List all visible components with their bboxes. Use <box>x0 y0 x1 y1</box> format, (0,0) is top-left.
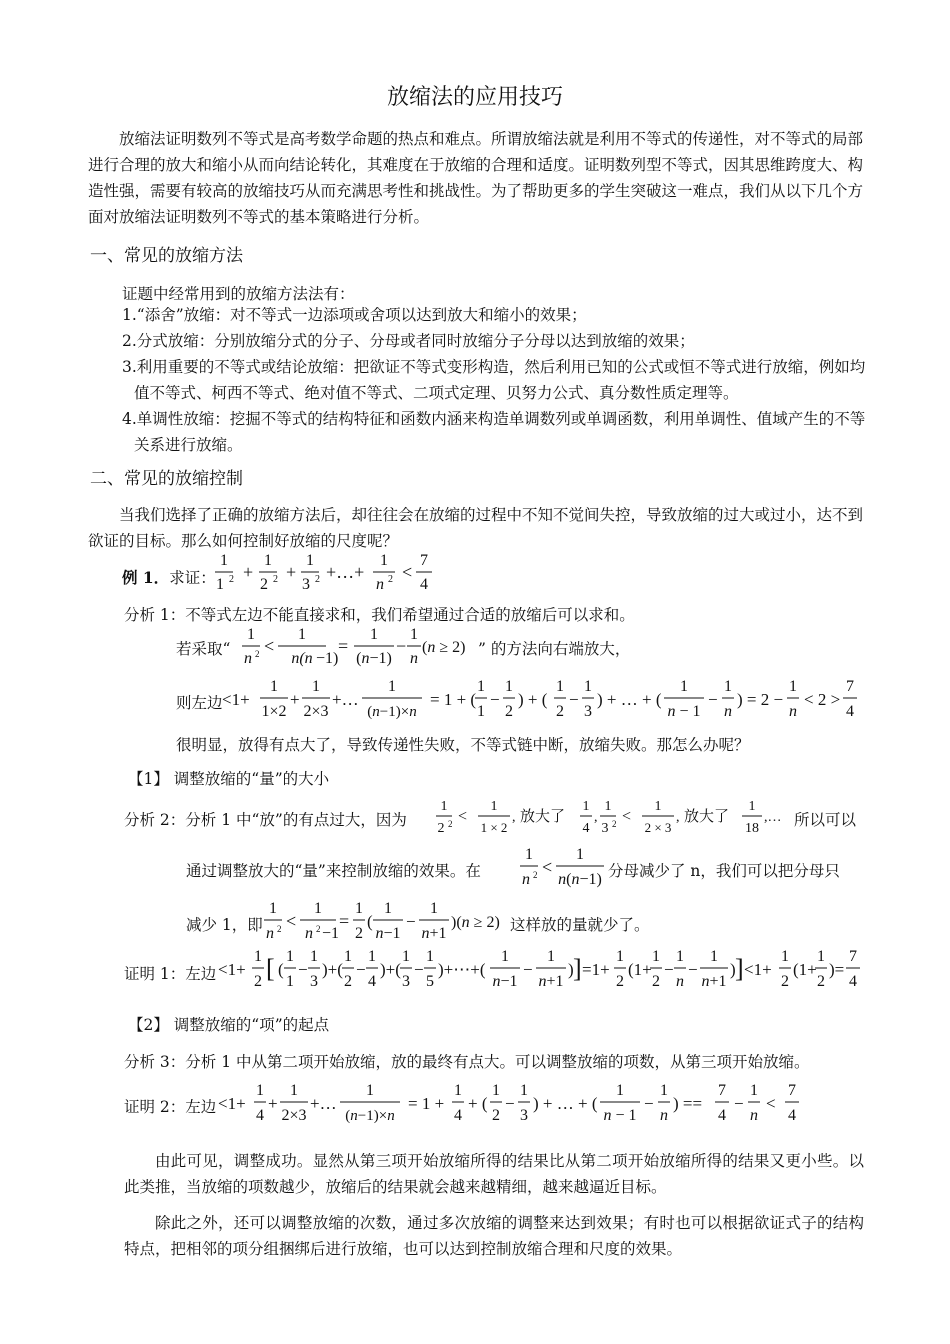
svg-text:) + (: ) + ( <box>518 690 548 709</box>
conclusion-2: 除此之外，还可以调整放缩的次数，通过多次放缩的调整来达到效果；有时也可以根据欲证式子的结构特点，把相邻的项分组捆绑后进行放缩，也可以达到控制放缩合理和尺度的效果。 <box>124 1214 864 1258</box>
svg-text:1: 1 <box>660 1082 668 1099</box>
svg-text:n: n <box>410 650 418 667</box>
svg-text:n: n <box>305 925 313 942</box>
svg-text:n: n <box>724 703 732 720</box>
svg-text:+: + <box>243 562 254 582</box>
svg-text:2: 2 <box>437 821 445 836</box>
svg-text:1: 1 <box>654 799 662 814</box>
svg-text:) + … + (: ) + … + ( <box>533 1094 598 1113</box>
svg-text:−: − <box>734 1094 744 1113</box>
svg-text:1: 1 <box>710 948 718 965</box>
example-number: 例 1． <box>122 568 170 587</box>
svg-text:3: 3 <box>302 576 310 593</box>
example-prompt: 求证： <box>169 569 216 587</box>
svg-text:<: < <box>542 857 553 877</box>
intro-paragraph: 放缩法证明数列不等式是高考数学命题的热点和难点。所谓放缩法就是利用不等式的传递性，对不等式的局部进行合理的放大和缩小从而向结论转化，其难度在于放缩的合理和适度。证明数列型不等式，因其思维跨度大、构造性强，需要有较高的放缩技巧从而充满思考性和挑战性。为了帮助更多的学生突破这一难点，我们从以下几个方面对放缩法证明数列不等式的基本策略进行分析。 <box>88 130 864 226</box>
svg-text:1: 1 <box>525 846 533 863</box>
svg-text:−1): −1) <box>316 650 339 667</box>
svg-text:]: ] <box>573 954 582 983</box>
svg-text:<: < <box>458 808 468 825</box>
svg-text:<: < <box>286 911 297 931</box>
svg-text:1: 1 <box>477 678 485 695</box>
svg-text:2×3: 2×3 <box>281 1107 307 1124</box>
svg-text:=: = <box>338 636 349 656</box>
svg-text:1: 1 <box>501 948 509 965</box>
svg-text:2: 2 <box>254 973 262 990</box>
svg-text:−: − <box>523 960 533 979</box>
svg-text:1: 1 <box>616 1082 624 1099</box>
svg-text:1: 1 <box>505 678 513 695</box>
svg-text:2: 2 <box>448 819 453 829</box>
svg-text:1: 1 <box>402 948 410 965</box>
control-lead: 当我们选择了正确的放缩方法后，却往往会在放缩的过程中不知不觉间失控，导致放缩的过大或过小，达不到欲证的目标。那么如何控制好放缩的尺度呢？ <box>88 506 864 550</box>
svg-text:2: 2 <box>316 924 321 934</box>
svg-text:1: 1 <box>254 948 262 965</box>
svg-text:1: 1 <box>306 552 314 569</box>
svg-text:1: 1 <box>388 678 396 695</box>
svg-text:+: + <box>286 562 297 582</box>
svg-text:−: − <box>664 960 674 979</box>
svg-text:1: 1 <box>576 846 584 863</box>
svg-text:=1+: =1+ <box>582 960 610 979</box>
svg-text:−: − <box>406 912 416 931</box>
svg-text:n: n <box>266 925 274 942</box>
svg-text:1: 1 <box>440 799 448 814</box>
svg-text:1: 1 <box>584 678 592 695</box>
svg-text:)+⋯+(: )+⋯+( <box>438 960 486 979</box>
section-heading-methods: 一、常见的放缩方法 <box>90 246 243 266</box>
svg-text:4: 4 <box>582 821 590 836</box>
enlarged-label-2: 放大了 <box>684 809 730 825</box>
svg-text:= 1 + (: = 1 + ( <box>430 690 477 709</box>
svg-text:2×3: 2×3 <box>303 703 329 720</box>
svg-text:1: 1 <box>247 626 255 643</box>
svg-text:n: n <box>676 973 684 990</box>
analysis-2-formula <box>432 796 792 842</box>
analysis-1: 分析 1：不等式左边不能直接求和，我们希望通过合适的放缩后可以求和。 <box>124 606 635 624</box>
svg-text:1: 1 <box>781 948 789 965</box>
svg-text:2: 2 <box>612 819 617 829</box>
svg-text:2 × 3: 2 × 3 <box>644 820 672 835</box>
svg-text:n: n <box>660 1107 668 1124</box>
svg-text:7: 7 <box>788 1082 796 1099</box>
svg-text:3: 3 <box>402 973 410 990</box>
svg-text:1: 1 <box>490 799 498 814</box>
svg-text:4: 4 <box>846 703 854 720</box>
svg-text:2: 2 <box>652 973 660 990</box>
chain-formula-1 <box>222 674 862 724</box>
left-prefix: 则左边 <box>176 694 223 712</box>
svg-text:1: 1 <box>270 678 278 695</box>
analysis-2-denominator: 分母减少了 n，我们可以把分母只 <box>608 862 840 880</box>
section-heading-control: 二、常见的放缩控制 <box>90 469 243 489</box>
proof-1-formula <box>218 944 858 996</box>
svg-text:1: 1 <box>582 799 590 814</box>
analysis-3: 分析 3：分析 1 中从第二项开始放缩，放的最终有点大。可以调整放缩的项数，从第三项开始放缩。 <box>124 1053 810 1071</box>
svg-text:2: 2 <box>388 574 393 585</box>
enlarged-label-1: 放大了 <box>520 809 566 825</box>
svg-text:(: ( <box>367 912 373 931</box>
svg-text:−: − <box>356 960 366 979</box>
svg-text:1: 1 <box>312 678 320 695</box>
svg-text:4: 4 <box>849 973 857 990</box>
svg-text:(n ≥ 2): (n ≥ 2) <box>422 639 466 656</box>
svg-text:1: 1 <box>547 948 555 965</box>
svg-text:4: 4 <box>420 576 428 593</box>
svg-text:1: 1 <box>724 678 732 695</box>
svg-text:+ (: + ( <box>468 1094 488 1113</box>
svg-text:1: 1 <box>492 1082 500 1099</box>
svg-text:): ) <box>568 960 574 979</box>
svg-text:[: [ <box>266 954 275 983</box>
svg-text:< 2 >: < 2 > <box>804 690 841 709</box>
svg-text:−: − <box>644 1094 654 1113</box>
svg-text:n − 1: n − 1 <box>667 703 701 720</box>
svg-text:n: n <box>750 1107 758 1124</box>
svg-text:1: 1 <box>454 1082 462 1099</box>
svg-text:1: 1 <box>370 626 378 643</box>
svg-text:−: − <box>396 636 407 656</box>
svg-text:−: − <box>688 960 698 979</box>
analysis-2-reduce: 减少 1，即 <box>186 916 263 934</box>
svg-text:<: < <box>766 1094 776 1113</box>
svg-text:<: < <box>622 808 632 825</box>
svg-text:+…: +… <box>332 690 359 709</box>
svg-text:18: 18 <box>745 821 759 836</box>
svg-text:1: 1 <box>310 948 318 965</box>
svg-text:(: ( <box>278 960 284 979</box>
svg-text:1: 1 <box>314 900 322 917</box>
svg-text:−: − <box>490 690 500 709</box>
svg-text:)=: )= <box>829 960 845 979</box>
svg-text:1: 1 <box>298 626 306 643</box>
svg-text:) = 2 −: ) = 2 − <box>737 690 784 709</box>
svg-text:n+1: n+1 <box>701 973 727 990</box>
svg-text:,: , <box>676 810 680 825</box>
methods-lead: 证题中经常用到的放缩方法法有： <box>122 285 355 303</box>
svg-text:3: 3 <box>310 973 318 990</box>
subheading-amount: 【1】 调整放缩的“量”的大小 <box>128 770 330 788</box>
svg-text:n(n−1): n(n−1) <box>558 871 602 888</box>
svg-text:1: 1 <box>366 1082 374 1099</box>
svg-text:n(n: n(n <box>291 650 313 667</box>
proof-2-formula <box>218 1078 838 1128</box>
method-item-1: 1.“添舍”放缩：对不等式一边添项或舍项以达到放大和缩小的效果； <box>122 306 587 324</box>
svg-text:1: 1 <box>344 948 352 965</box>
svg-text:7: 7 <box>849 948 857 965</box>
method-item-4: 4.单调性放缩：挖掘不等式的结构特征和函数内涵来构造单调数列或单调函数，利用单调性、值域产生的不等关系进行放缩。 <box>122 410 866 454</box>
svg-text:1 × 2: 1 × 2 <box>480 820 508 835</box>
example-label <box>122 566 216 588</box>
svg-text:4: 4 <box>368 973 376 990</box>
svg-text:1: 1 <box>426 948 434 965</box>
svg-text:−: − <box>298 960 308 979</box>
svg-text:1: 1 <box>216 576 224 593</box>
svg-text:2: 2 <box>492 1107 500 1124</box>
svg-text:2: 2 <box>277 924 282 934</box>
svg-text:2: 2 <box>344 973 352 990</box>
svg-text:): ) <box>730 960 736 979</box>
analysis-2-compare <box>518 842 610 890</box>
method-item-3: 3.利用重要的不等式或结论放缩：把欲证不等式变形构造，然后利用已知的公式或恒不等式进行放缩，例如均值不等式、柯西不等式、绝对值不等式、二项式定理、贝努力公式、真分数性质定理等。 <box>122 358 866 402</box>
svg-text:= 1 +: = 1 + <box>408 1094 445 1113</box>
svg-text:1: 1 <box>368 948 376 965</box>
method-item-2: 2.分式放缩：分别放缩分式的分子、分母或者同时放缩分子分母以达到放缩的效果； <box>122 332 695 350</box>
svg-text:4: 4 <box>256 1107 264 1124</box>
svg-text:−: − <box>708 690 718 709</box>
svg-text:1: 1 <box>556 678 564 695</box>
svg-text:−1: −1 <box>322 925 340 942</box>
svg-text:5: 5 <box>426 973 434 990</box>
svg-text:n: n <box>376 576 384 593</box>
take-formula <box>240 622 480 668</box>
svg-text:1: 1 <box>750 1082 758 1099</box>
svg-text:=: = <box>339 911 350 931</box>
svg-text:−: − <box>414 960 424 979</box>
svg-text:<1+: <1+ <box>222 690 250 709</box>
svg-text:)(n ≥ 2): )(n ≥ 2) <box>451 914 500 931</box>
svg-text:4: 4 <box>454 1107 462 1124</box>
svg-text:1: 1 <box>616 948 624 965</box>
subheading-start: 【2】 调整放缩的“项”的起点 <box>128 1016 330 1034</box>
analysis-2-tail: 所以可以 <box>794 811 857 829</box>
svg-text:1: 1 <box>220 552 228 569</box>
svg-text:1: 1 <box>380 552 388 569</box>
svg-text:1: 1 <box>290 1082 298 1099</box>
svg-text:,…: ,… <box>764 810 782 825</box>
svg-text:n−1: n−1 <box>492 973 518 990</box>
example-formula <box>210 548 450 596</box>
svg-text:2: 2 <box>781 973 789 990</box>
svg-text:<1+: <1+ <box>744 960 772 979</box>
proof-1-label: 证明 1：左边 <box>124 965 217 983</box>
svg-text:(1+: (1+ <box>793 960 817 979</box>
svg-text:)+(: )+( <box>322 960 343 979</box>
svg-text:+: + <box>290 690 300 709</box>
take-prefix: 若采取“ <box>176 640 231 658</box>
svg-text:1: 1 <box>520 1082 528 1099</box>
svg-text:(n−1): (n−1) <box>356 650 392 667</box>
svg-text:2: 2 <box>505 703 513 720</box>
svg-text:3: 3 <box>520 1107 528 1124</box>
failure-note: 很明显，放得有点大了，导致传递性失败，不等式链中断，放缩失败。那怎么办呢？ <box>176 736 750 754</box>
svg-text:)+(: )+( <box>380 960 401 979</box>
analysis-2-reduce-formula <box>262 896 512 944</box>
svg-text:1: 1 <box>286 973 294 990</box>
svg-text:2: 2 <box>260 576 268 593</box>
page-title: 放缩法的应用技巧 <box>386 85 563 110</box>
svg-text:1: 1 <box>286 948 294 965</box>
svg-text:<: < <box>402 562 413 582</box>
svg-text:7: 7 <box>420 552 428 569</box>
svg-text:2: 2 <box>817 973 825 990</box>
svg-text:,: , <box>594 810 598 825</box>
svg-text:1: 1 <box>676 948 684 965</box>
svg-text:1: 1 <box>817 948 825 965</box>
svg-text:) + … + (: ) + … + ( <box>597 690 662 709</box>
svg-text:3: 3 <box>601 821 609 836</box>
svg-text:2: 2 <box>355 925 363 942</box>
svg-text:3: 3 <box>584 703 592 720</box>
svg-text:4: 4 <box>788 1107 796 1124</box>
svg-text:) ==: ) == <box>673 1094 703 1113</box>
conclusion-1: 由此可见，调整成功。显然从第三项开始放缩所得的结果比从第二项开始放缩所得的结果又更小些。以此类推，当放缩的项数越少，放缩后的结果就会越来越精细，越来越逼近目标。 <box>124 1152 864 1196</box>
svg-text:1: 1 <box>477 703 485 720</box>
svg-text:2: 2 <box>229 574 234 585</box>
svg-text:n+1: n+1 <box>538 973 564 990</box>
svg-text:1: 1 <box>748 799 756 814</box>
svg-text:4: 4 <box>718 1107 726 1124</box>
svg-text:1: 1 <box>269 900 277 917</box>
svg-text:2: 2 <box>273 574 278 585</box>
svg-text:1: 1 <box>789 678 797 695</box>
svg-text:]: ] <box>735 954 744 983</box>
svg-text:2: 2 <box>556 703 564 720</box>
svg-text:1: 1 <box>604 799 612 814</box>
svg-text:n−1: n−1 <box>375 925 401 942</box>
svg-text:1: 1 <box>384 900 392 917</box>
svg-text:2: 2 <box>315 574 320 585</box>
svg-text:(n−1)×n: (n−1)×n <box>367 704 417 720</box>
proof-2-label: 证明 2：左边 <box>124 1098 217 1116</box>
svg-text:,: , <box>512 810 516 825</box>
svg-text:+: + <box>268 1094 278 1113</box>
svg-text:−: − <box>505 1094 515 1113</box>
svg-text:1×2: 1×2 <box>261 703 287 720</box>
analysis-2-start: 分析 2：分析 1 中“放”的有点过大，因为 <box>124 811 407 829</box>
svg-text:1: 1 <box>410 626 418 643</box>
svg-text:2: 2 <box>533 870 538 880</box>
svg-text:2: 2 <box>616 973 624 990</box>
svg-text:<1+: <1+ <box>218 1094 246 1113</box>
svg-text:(n−1)×n: (n−1)×n <box>345 1108 395 1124</box>
svg-text:1: 1 <box>680 678 688 695</box>
svg-text:n: n <box>244 650 252 667</box>
svg-text:7: 7 <box>718 1082 726 1099</box>
svg-text:−: − <box>569 690 579 709</box>
analysis-2-less: 这样放的量就少了。 <box>510 916 650 934</box>
svg-text:n − 1: n − 1 <box>603 1107 637 1124</box>
svg-text:n: n <box>522 871 530 888</box>
svg-text:1: 1 <box>652 948 660 965</box>
svg-text:n: n <box>789 703 797 720</box>
svg-text:7: 7 <box>846 678 854 695</box>
svg-text:(1+: (1+ <box>628 960 652 979</box>
svg-text:1: 1 <box>355 900 363 917</box>
svg-text:2: 2 <box>255 649 260 659</box>
analysis-2-control: 通过调整放大的“量”来控制放缩的效果。在 <box>186 862 481 880</box>
svg-text:+…+: +…+ <box>326 562 365 582</box>
svg-text:n+1: n+1 <box>421 925 447 942</box>
svg-text:1: 1 <box>264 552 272 569</box>
svg-text:1: 1 <box>256 1082 264 1099</box>
svg-text:1: 1 <box>430 900 438 917</box>
svg-text:+…: +… <box>310 1094 337 1113</box>
svg-text:<: < <box>264 636 275 656</box>
svg-text:<1+: <1+ <box>218 960 246 979</box>
take-suffix: ” 的方法向右端放大， <box>478 640 631 658</box>
